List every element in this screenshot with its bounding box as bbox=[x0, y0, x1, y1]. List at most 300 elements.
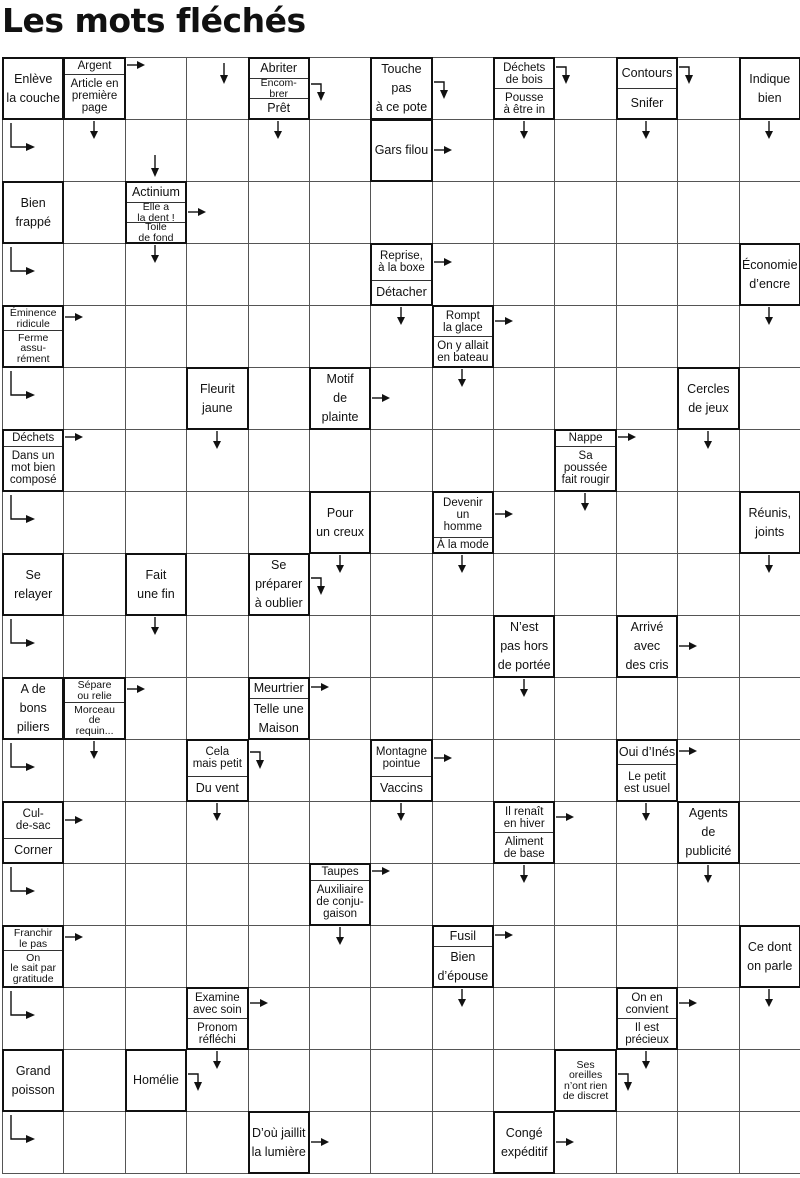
grid-cell[interactable] bbox=[125, 305, 187, 368]
clue-text: Du vent bbox=[195, 780, 239, 795]
clue-part bbox=[311, 880, 369, 925]
arrow-right-icon bbox=[434, 752, 452, 764]
clue-cell bbox=[493, 1111, 555, 1174]
grid-cell[interactable] bbox=[186, 863, 248, 926]
clue-text: Reprise, à la boxe bbox=[378, 250, 425, 275]
grid-cell[interactable] bbox=[493, 491, 555, 554]
grid-cell[interactable] bbox=[432, 615, 494, 678]
arrow-right-down-icon bbox=[679, 63, 701, 85]
grid-cell[interactable] bbox=[63, 1049, 125, 1112]
clue-part bbox=[434, 493, 492, 537]
clue-part bbox=[65, 74, 123, 119]
arrow-right-icon bbox=[556, 811, 574, 823]
grid-cell[interactable] bbox=[63, 801, 125, 864]
grid-cell[interactable] bbox=[616, 1111, 678, 1174]
grid-cell[interactable] bbox=[125, 1111, 187, 1174]
grid-cell[interactable] bbox=[493, 987, 555, 1050]
clue-part bbox=[311, 493, 369, 552]
clue-text: Ce dont on parle bbox=[747, 939, 793, 973]
grid-cell[interactable] bbox=[309, 429, 371, 492]
clue-part bbox=[4, 59, 62, 118]
arrow-down-icon bbox=[334, 927, 346, 945]
grid-cell[interactable] bbox=[739, 863, 800, 926]
clue-text: Oui d’Inés bbox=[618, 745, 676, 760]
grid-cell[interactable] bbox=[370, 429, 432, 492]
clue-text: Dans un mot bien composé bbox=[9, 450, 57, 487]
arrow-right-icon bbox=[495, 315, 513, 327]
clue-text: Montagne pointue bbox=[375, 746, 428, 771]
grid-cell[interactable] bbox=[432, 677, 494, 740]
grid-cell[interactable] bbox=[493, 367, 555, 430]
clue-cell bbox=[2, 1049, 64, 1112]
grid-cell[interactable] bbox=[248, 863, 310, 926]
arrow-right-down-icon bbox=[311, 80, 333, 102]
grid-cell[interactable] bbox=[186, 119, 248, 182]
clue-text: Bien frappé bbox=[15, 195, 51, 229]
grid-cell[interactable] bbox=[677, 553, 739, 616]
grid-cell[interactable] bbox=[125, 987, 187, 1050]
arrow-down-icon bbox=[763, 307, 775, 325]
arrow-down-icon bbox=[579, 493, 591, 511]
clue-cell bbox=[554, 1049, 616, 1112]
clue-cell bbox=[2, 429, 64, 492]
grid-cell[interactable] bbox=[309, 739, 371, 802]
grid-cell[interactable] bbox=[248, 367, 310, 430]
grid-cell[interactable] bbox=[186, 243, 248, 306]
clue-cell bbox=[677, 367, 739, 430]
grid-cell[interactable] bbox=[248, 429, 310, 492]
grid-cell[interactable] bbox=[432, 863, 494, 926]
arrow-down-icon bbox=[395, 307, 407, 325]
grid-cell[interactable] bbox=[616, 305, 678, 368]
clue-text: Arrivé avec des cris bbox=[625, 620, 669, 672]
clue-cell bbox=[2, 57, 64, 120]
arrow-right-icon bbox=[556, 1136, 574, 1148]
clue-text: Cercles de jeux bbox=[687, 381, 730, 415]
bent-arrow-icon bbox=[9, 371, 37, 405]
grid-cell[interactable] bbox=[309, 119, 371, 182]
grid-cell[interactable] bbox=[309, 243, 371, 306]
clue-text: On y allait en bateau bbox=[437, 339, 489, 364]
clue-cell bbox=[2, 677, 64, 740]
grid-cell[interactable] bbox=[370, 181, 432, 244]
clue-part bbox=[618, 59, 676, 88]
grid-cell[interactable] bbox=[432, 739, 494, 802]
arrow-right-icon bbox=[679, 997, 697, 1009]
grid-cell[interactable] bbox=[739, 1111, 800, 1174]
arrow-right-icon bbox=[65, 931, 83, 943]
clue-text: Détacher bbox=[376, 284, 427, 299]
clue-part bbox=[495, 1113, 553, 1172]
clue-cell bbox=[186, 367, 248, 430]
clue-text: Indique bien bbox=[749, 71, 791, 105]
clue-text: Touche pas à ce pote bbox=[375, 62, 428, 114]
grid-cell[interactable] bbox=[677, 305, 739, 368]
arrow-right-icon bbox=[65, 431, 83, 443]
bent-arrow-icon bbox=[9, 1115, 37, 1149]
clue-text: Franchir le pas bbox=[13, 927, 53, 950]
arrow-down-icon bbox=[149, 245, 161, 263]
grid-cell[interactable] bbox=[63, 491, 125, 554]
bent-arrow-icon bbox=[9, 743, 37, 777]
clue-text: Ses oreilles n’ont rien de discret bbox=[562, 1058, 609, 1102]
grid-cell[interactable] bbox=[63, 615, 125, 678]
grid-cell[interactable] bbox=[63, 181, 125, 244]
clue-text: Corner bbox=[14, 842, 53, 857]
clue-part bbox=[127, 1051, 185, 1110]
grid-cell[interactable] bbox=[554, 987, 616, 1050]
clue-cell bbox=[63, 677, 125, 740]
grid-cell[interactable] bbox=[63, 987, 125, 1050]
grid-cell[interactable] bbox=[186, 1111, 248, 1174]
arrow-right-icon bbox=[372, 865, 390, 877]
clue-text: Homélie bbox=[133, 1073, 179, 1087]
clue-part bbox=[311, 865, 369, 880]
clue-text: Toile de fond bbox=[138, 222, 174, 242]
clue-text: Se préparer à oublier bbox=[254, 558, 303, 610]
grid-cell[interactable] bbox=[493, 429, 555, 492]
grid-cell[interactable] bbox=[493, 181, 555, 244]
clue-part bbox=[372, 280, 430, 304]
arrow-down-icon bbox=[640, 1051, 652, 1069]
clue-part bbox=[372, 59, 430, 118]
clue-text: Déchets bbox=[12, 432, 55, 445]
clue-part bbox=[127, 183, 185, 202]
clue-part bbox=[495, 59, 553, 88]
arrow-down-icon bbox=[763, 989, 775, 1007]
grid-cell[interactable] bbox=[125, 863, 187, 926]
arrow-down-icon bbox=[211, 1051, 223, 1069]
grid-cell[interactable] bbox=[554, 305, 616, 368]
grid-cell[interactable] bbox=[370, 553, 432, 616]
grid-cell[interactable] bbox=[493, 243, 555, 306]
grid-cell[interactable] bbox=[616, 367, 678, 430]
grid-cell[interactable] bbox=[554, 739, 616, 802]
grid-cell[interactable] bbox=[125, 429, 187, 492]
clue-cell bbox=[739, 243, 800, 306]
clue-part bbox=[127, 555, 185, 614]
bent-arrow-icon bbox=[9, 619, 37, 653]
clue-cell bbox=[248, 1111, 310, 1174]
clue-text: Auxiliaire de conju- gaison bbox=[316, 884, 364, 921]
arrow-right-down-icon bbox=[618, 1070, 640, 1092]
arrow-down-icon bbox=[334, 555, 346, 573]
grid-cell[interactable] bbox=[616, 925, 678, 988]
arrow-right-icon bbox=[250, 997, 268, 1009]
grid-cell[interactable] bbox=[616, 677, 678, 740]
grid-cell[interactable] bbox=[370, 925, 432, 988]
grid-cell[interactable] bbox=[432, 1049, 494, 1112]
grid-cell[interactable] bbox=[739, 677, 800, 740]
grid-cell[interactable] bbox=[248, 491, 310, 554]
clue-text: Gars filou bbox=[374, 143, 429, 157]
clue-part bbox=[434, 946, 492, 986]
grid-cell[interactable] bbox=[63, 863, 125, 926]
grid-cell[interactable] bbox=[554, 677, 616, 740]
clue-cell bbox=[2, 305, 64, 368]
grid-cell[interactable] bbox=[432, 181, 494, 244]
grid-cell[interactable] bbox=[248, 801, 310, 864]
grid-cell[interactable] bbox=[248, 1049, 310, 1112]
grid-cell[interactable] bbox=[677, 1111, 739, 1174]
clue-part bbox=[4, 446, 62, 491]
grid-cell[interactable] bbox=[739, 801, 800, 864]
clue-cell bbox=[616, 57, 678, 120]
clue-part bbox=[188, 1018, 246, 1048]
grid-cell[interactable] bbox=[677, 1049, 739, 1112]
clue-part bbox=[618, 741, 676, 764]
grid-cell[interactable] bbox=[309, 305, 371, 368]
grid-cell[interactable] bbox=[432, 243, 494, 306]
clue-text: Il est précieux bbox=[625, 1021, 669, 1046]
clue-text: Cela mais petit bbox=[192, 746, 242, 771]
clue-part bbox=[556, 431, 614, 446]
arrow-down-icon bbox=[456, 555, 468, 573]
arrow-right-icon bbox=[679, 745, 697, 757]
clue-part bbox=[4, 307, 62, 330]
grid-cell[interactable] bbox=[616, 553, 678, 616]
clue-part bbox=[372, 741, 430, 776]
clue-cell bbox=[554, 429, 616, 492]
grid-cell[interactable] bbox=[370, 491, 432, 554]
grid-cell[interactable] bbox=[739, 739, 800, 802]
clue-part bbox=[741, 245, 799, 304]
clue-text: À la mode bbox=[436, 538, 489, 551]
grid-cell[interactable] bbox=[186, 925, 248, 988]
clue-text: Déchets de bois bbox=[503, 61, 546, 86]
grid-cell[interactable] bbox=[493, 1049, 555, 1112]
arrow-down-icon bbox=[702, 431, 714, 449]
arrow-down-icon bbox=[272, 121, 284, 139]
bent-arrow-icon bbox=[9, 123, 37, 157]
grid-cell[interactable] bbox=[370, 677, 432, 740]
clue-part bbox=[250, 59, 308, 78]
clue-text: Argent bbox=[77, 60, 112, 73]
grid-cell[interactable] bbox=[125, 491, 187, 554]
grid-cell[interactable] bbox=[432, 801, 494, 864]
grid-cell[interactable] bbox=[370, 1049, 432, 1112]
arrow-right-icon bbox=[618, 431, 636, 443]
grid-cell[interactable] bbox=[677, 491, 739, 554]
clue-part bbox=[4, 330, 62, 366]
grid-cell[interactable] bbox=[554, 181, 616, 244]
clue-part bbox=[618, 764, 676, 800]
arrow-right-icon bbox=[311, 1136, 329, 1148]
bent-arrow-icon bbox=[9, 247, 37, 281]
clue-part bbox=[4, 679, 62, 738]
arrow-right-icon bbox=[495, 929, 513, 941]
grid-cell[interactable] bbox=[616, 243, 678, 306]
clue-part bbox=[556, 446, 614, 491]
grid-cell[interactable] bbox=[432, 1111, 494, 1174]
grid-cell[interactable] bbox=[432, 429, 494, 492]
clue-part bbox=[434, 537, 492, 553]
clue-part bbox=[65, 59, 123, 74]
grid-cell[interactable] bbox=[739, 1049, 800, 1112]
grid-cell[interactable] bbox=[309, 615, 371, 678]
clue-cell bbox=[125, 553, 187, 616]
clue-cell bbox=[616, 615, 678, 678]
clue-part bbox=[372, 121, 430, 180]
page-title: Les mots fléchés bbox=[2, 1, 306, 40]
clue-part bbox=[372, 776, 430, 800]
grid-cell[interactable] bbox=[125, 925, 187, 988]
clue-cell bbox=[432, 305, 494, 368]
grid-cell[interactable] bbox=[248, 181, 310, 244]
grid-cell[interactable] bbox=[63, 553, 125, 616]
grid-cell[interactable] bbox=[554, 925, 616, 988]
clue-cell bbox=[739, 925, 800, 988]
clue-text: Ferme assu- rément bbox=[16, 331, 50, 365]
clue-text: Rompt la glace bbox=[443, 309, 483, 334]
grid-cell[interactable] bbox=[248, 305, 310, 368]
clue-cell bbox=[2, 553, 64, 616]
arrow-down-icon bbox=[211, 431, 223, 449]
clue-part bbox=[4, 1051, 62, 1110]
grid-cell[interactable] bbox=[186, 491, 248, 554]
clue-text: N’est pas hors de portée bbox=[497, 620, 551, 672]
clue-text: Grand poisson bbox=[11, 1063, 55, 1097]
clue-cell bbox=[248, 677, 310, 740]
grid-cell[interactable] bbox=[370, 1111, 432, 1174]
arrow-down-icon bbox=[456, 989, 468, 1007]
grid-cell[interactable] bbox=[677, 677, 739, 740]
grid-cell[interactable] bbox=[554, 119, 616, 182]
clue-text: Morceau de requin... bbox=[74, 703, 115, 737]
arrow-right-down-icon bbox=[250, 748, 272, 770]
grid-cell[interactable] bbox=[248, 615, 310, 678]
grid-cell[interactable] bbox=[186, 305, 248, 368]
grid-cell[interactable] bbox=[370, 615, 432, 678]
clue-text: Snifer bbox=[630, 96, 664, 110]
clue-text: Fait une fin bbox=[137, 567, 175, 601]
grid-cell[interactable] bbox=[616, 491, 678, 554]
grid-cell[interactable] bbox=[493, 553, 555, 616]
arrow-down-icon bbox=[518, 121, 530, 139]
clue-cell bbox=[309, 491, 371, 554]
grid-cell[interactable] bbox=[309, 987, 371, 1050]
grid-cell[interactable] bbox=[677, 243, 739, 306]
grid-cell[interactable] bbox=[739, 181, 800, 244]
clue-text: Devenir un homme bbox=[443, 496, 483, 533]
arrow-down-icon bbox=[763, 555, 775, 573]
arrow-down-icon bbox=[640, 803, 652, 821]
grid-cell[interactable] bbox=[554, 553, 616, 616]
arrow-right-icon bbox=[311, 681, 329, 693]
grid-cell[interactable] bbox=[63, 1111, 125, 1174]
grid-cell[interactable] bbox=[63, 243, 125, 306]
grid-cell[interactable] bbox=[554, 615, 616, 678]
arrow-up-down-icon bbox=[149, 155, 161, 179]
clue-cell bbox=[186, 739, 248, 802]
clue-text: Contours bbox=[621, 66, 673, 80]
grid-cell[interactable] bbox=[309, 801, 371, 864]
grid-cell[interactable] bbox=[677, 119, 739, 182]
clue-cell bbox=[493, 801, 555, 864]
grid-cell[interactable] bbox=[616, 181, 678, 244]
grid-cell[interactable] bbox=[186, 677, 248, 740]
grid-cell[interactable] bbox=[63, 367, 125, 430]
grid-cell[interactable] bbox=[739, 367, 800, 430]
clue-part bbox=[556, 1051, 614, 1110]
arrow-down-icon bbox=[149, 617, 161, 635]
grid-cell[interactable] bbox=[125, 801, 187, 864]
clue-text: Agents de publicité bbox=[685, 806, 732, 858]
grid-cell[interactable] bbox=[616, 863, 678, 926]
grid-cell[interactable] bbox=[677, 925, 739, 988]
arrow-right-icon bbox=[65, 311, 83, 323]
clue-part bbox=[250, 98, 308, 118]
clue-text: Telle une Maison bbox=[253, 701, 304, 735]
clue-text: Taupes bbox=[321, 866, 359, 879]
arrow-down-icon bbox=[702, 865, 714, 883]
clue-text: On en convient bbox=[625, 991, 669, 1016]
arrow-right-icon bbox=[434, 256, 452, 268]
grid-cell[interactable] bbox=[248, 243, 310, 306]
clue-text: Article en première page bbox=[70, 78, 119, 115]
clue-text: Fleurit jaune bbox=[199, 381, 235, 415]
clue-part bbox=[495, 803, 553, 832]
grid-cell[interactable] bbox=[248, 925, 310, 988]
grid-cell[interactable] bbox=[554, 367, 616, 430]
clue-cell bbox=[370, 243, 432, 306]
clue-text: Nappe bbox=[568, 432, 603, 445]
grid-cell[interactable] bbox=[125, 739, 187, 802]
clue-part bbox=[65, 679, 123, 702]
grid-cell[interactable] bbox=[309, 181, 371, 244]
clue-cell bbox=[432, 491, 494, 554]
clue-cell bbox=[2, 801, 64, 864]
grid-cell[interactable] bbox=[677, 181, 739, 244]
clue-part bbox=[250, 78, 308, 98]
grid-cell[interactable] bbox=[554, 863, 616, 926]
arrow-down-icon bbox=[395, 803, 407, 821]
clue-text: Cul- de-sac bbox=[15, 808, 51, 833]
clue-text: Congé expéditif bbox=[500, 1125, 548, 1159]
grid-cell[interactable] bbox=[370, 987, 432, 1050]
grid-cell[interactable] bbox=[554, 243, 616, 306]
clue-text: Aliment de base bbox=[503, 835, 545, 860]
clue-part bbox=[250, 555, 308, 614]
clue-part bbox=[4, 803, 62, 838]
clue-part bbox=[4, 555, 62, 614]
clue-cell bbox=[493, 57, 555, 120]
arrow-right-down-icon bbox=[188, 1070, 210, 1092]
grid-cell[interactable] bbox=[309, 1049, 371, 1112]
grid-cell[interactable] bbox=[739, 615, 800, 678]
arrow-down-icon bbox=[211, 803, 223, 821]
grid-cell[interactable] bbox=[186, 615, 248, 678]
grid-cell[interactable] bbox=[493, 739, 555, 802]
clue-text: Actinium bbox=[131, 185, 180, 199]
clue-part bbox=[188, 776, 246, 800]
arrow-down-icon bbox=[518, 865, 530, 883]
arrow-right-icon bbox=[434, 144, 452, 156]
clue-text: Il renaît en hiver bbox=[503, 805, 545, 830]
clue-cell bbox=[677, 801, 739, 864]
arrow-down-icon bbox=[456, 369, 468, 387]
clue-text: D’où jaillit la lumière bbox=[251, 1125, 306, 1159]
clue-part bbox=[4, 183, 62, 242]
clue-text: A de bons piliers bbox=[16, 682, 50, 734]
clue-cell bbox=[2, 181, 64, 244]
arrow-down-icon bbox=[88, 741, 100, 759]
arrow-right-icon bbox=[127, 59, 145, 71]
grid-cell[interactable] bbox=[186, 553, 248, 616]
grid-cell[interactable] bbox=[739, 429, 800, 492]
arrow-right-down-icon bbox=[311, 574, 333, 596]
grid-cell[interactable] bbox=[125, 367, 187, 430]
